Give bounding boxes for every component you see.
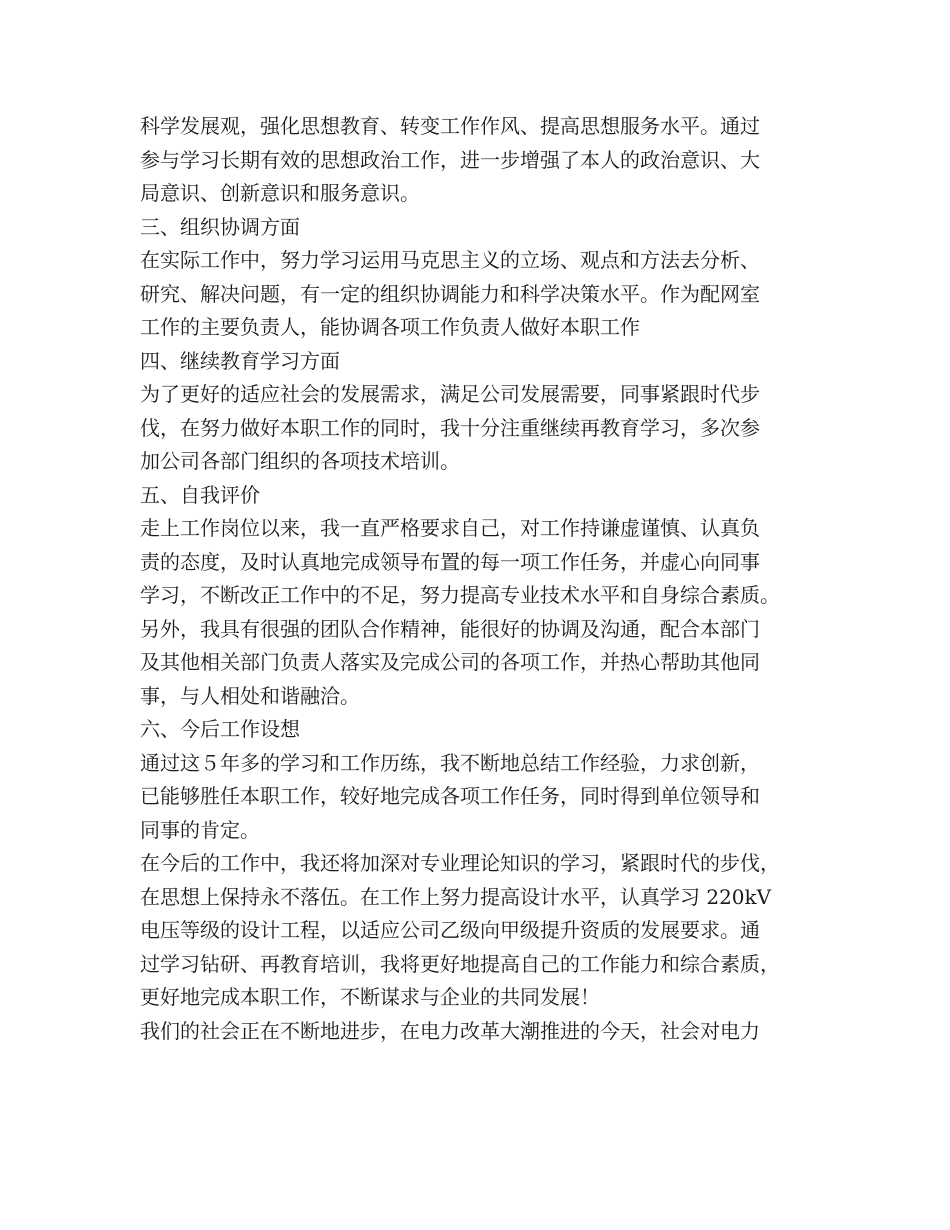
document-page (140, 110, 830, 1048)
body-text-line: 及其他相关部门负责人落实及完成公司的各项工作，并热心帮助其他同 (140, 650, 760, 674)
section-heading: 六、今后工作设想 (140, 717, 300, 741)
body-text-line: 在今后的工作中，我还将加深对专业理论知识的学习，紧跟时代的步伐， (140, 851, 780, 875)
body-text-line: 同事的肯定。 (140, 817, 260, 842)
body-text-line: 科学发展观，强化思想教育、转变工作作风、提高思想服务水平。通过 (140, 114, 760, 138)
body-text-line: 在思想上保持永不落伍。在工作上努力提高设计水平，认真学习 220kV (140, 884, 772, 909)
body-text-line: 学习，不断改正工作中的不足，努力提高专业技术水平和自身综合素质。 (140, 583, 780, 607)
body-text-line: 责的态度，及时认真地完成领导布置的每一项工作任务，并虚心向同事 (140, 549, 760, 574)
body-text-line: 加公司各部门组织的各项技术培训。 (140, 449, 460, 473)
body-text-line: 为了更好的适应社会的发展需求，满足公司发展需要，同事紧跟时代步 (140, 382, 760, 406)
body-text-line: 在实际工作中，努力学习运用马克思主义的立场、观点和方法去分析、 (140, 248, 760, 272)
body-text-line: 过学习钻研、再教育培训，我将更好地提高自己的工作能力和综合素质， (140, 951, 780, 976)
body-text-line: 局意识、创新意识和服务意识。 (140, 181, 420, 205)
section-heading: 三、组织协调方面 (140, 214, 300, 239)
section-heading: 四、继续教育学习方面 (140, 348, 340, 373)
body-text-line: 研究、解决问题，有一定的组织协调能力和科学决策水平。作为配网室 (140, 281, 760, 306)
body-text-line: 已能够胜任本职工作，较好地完成各项工作任务，同时得到单位领导和 (140, 784, 760, 808)
body-text-line: 工作的主要负责人，能协调各项工作负责人做好本职工作 (140, 315, 640, 339)
body-text-line: 更好地完成本职工作，不断谋求与企业的共同发展！ (140, 985, 600, 1009)
body-text-line: 伐，在努力做好本职工作的同时，我十分注重继续再教育学习，多次参 (140, 415, 760, 440)
body-text-line: 参与学习长期有效的思想政治工作，进一步增强了本人的政治意识、大 (140, 147, 760, 172)
body-text-line: 另外，我具有很强的团队合作精神，能很好的协调及沟通，配合本部门 (140, 616, 760, 641)
body-text-line: 走上工作岗位以来，我一直严格要求自己，对工作持谦虚谨慎、认真负 (140, 516, 760, 540)
body-text-line: 我们的社会正在不断地进步，在电力改革大潮推进的今天，社会对电力 (140, 1018, 760, 1043)
body-text-line: 电压等级的设计工程，以适应公司乙级向甲级提升资质的发展要求。通 (140, 918, 760, 942)
body-text-line: 通过这５年多的学习和工作历练，我不断地总结工作经验，力求创新， (140, 750, 760, 775)
body-text-line: 事，与人相处和谐融洽。 (140, 683, 360, 708)
section-heading: 五、自我评价 (140, 482, 260, 507)
